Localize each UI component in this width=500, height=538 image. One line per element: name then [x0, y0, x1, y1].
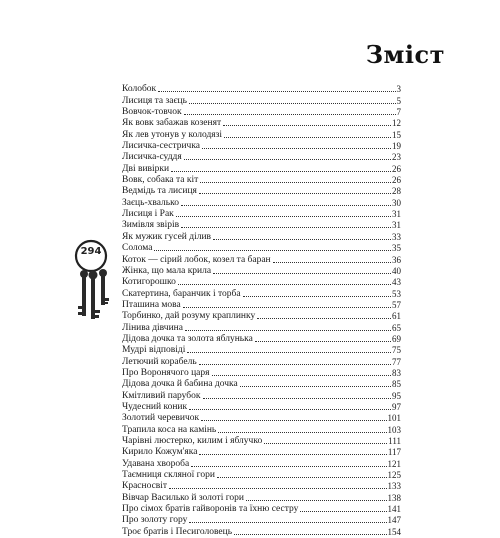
toc-entry: [122, 300, 401, 311]
toc-entry-page: 33: [392, 231, 401, 242]
toc-entry-title: Золотий черевичок: [122, 413, 200, 424]
toc-entry-title: Лисиця та заєць: [122, 95, 187, 106]
toc-entry: [122, 481, 401, 492]
toc-entry-page: 95: [392, 390, 401, 401]
toc-entry-title: Скатертина, баранчик і торба: [122, 288, 241, 299]
toc-entry-title: Зимівля звірів: [122, 220, 180, 231]
dot-leader: [300, 511, 386, 512]
toc-entry-page: 83: [392, 367, 401, 378]
dot-leader: [234, 534, 386, 535]
toc-entry-title: Торбинко, дай розуму краплинку: [122, 311, 256, 322]
dot-leader: [199, 364, 391, 365]
toc-entry-page: 111: [388, 436, 401, 446]
toc-entry: [122, 436, 401, 447]
dot-leader: [255, 341, 391, 342]
dot-leader: [176, 216, 391, 217]
toc-entry-page: 147: [387, 515, 401, 526]
toc-entry-page: 3: [396, 84, 401, 95]
toc-entry-page: 75: [392, 345, 401, 356]
toc-entry-page: 40: [392, 265, 401, 276]
toc-entry-title: Вовчок-товчок: [122, 107, 182, 118]
toc-entry: [122, 356, 401, 367]
toc-entry-page: 31: [392, 209, 401, 220]
toc-entry-page: 65: [392, 322, 401, 333]
page-number: 294: [80, 246, 102, 257]
toc-entry-title: Удавана хвороба: [122, 458, 190, 469]
toc-entry-page: 19: [392, 141, 401, 152]
toc-entry-title: Жінка, що мала крила: [122, 265, 212, 276]
toc-entry-title: Котигорошко: [122, 277, 176, 288]
toc-entry: [122, 175, 401, 186]
toc-entry: [122, 254, 401, 265]
dot-leader: [184, 114, 396, 115]
toc-entry-title: Лисичка-сестричка: [122, 141, 201, 152]
dot-leader: [200, 182, 391, 183]
toc-entry: [122, 220, 401, 231]
dot-leader: [240, 386, 391, 387]
toc-entry-title: Мудрі відповіді: [122, 345, 186, 356]
toc-entry-page: 26: [392, 175, 401, 186]
toc-entry: [122, 84, 401, 95]
dot-leader: [189, 103, 396, 104]
toc-entry: [122, 458, 401, 469]
toc-entry: [122, 163, 401, 174]
dot-leader: [212, 375, 391, 376]
dot-leader: [185, 330, 391, 331]
dot-leader: [213, 239, 391, 240]
toc-entry-title: Трапила коса на камінь: [122, 424, 217, 435]
dot-leader: [257, 318, 391, 319]
toc-entry-page: 5: [396, 95, 401, 106]
toc-entry-page: 117: [387, 447, 401, 458]
toc-entry-title: Колобок: [122, 84, 157, 95]
toc-entry-title: Пташина мова: [122, 299, 181, 310]
toc-entry-title: Лінива дівчина: [122, 322, 183, 333]
dot-leader: [158, 91, 395, 92]
toc-entry-title: Заєць-хвалько: [122, 197, 179, 208]
toc-entry: [122, 515, 401, 526]
toc-entry-title: Кмітливий парубок: [122, 390, 201, 401]
toc-entry: [122, 368, 401, 379]
dot-leader: [202, 148, 391, 149]
toc-entry: [122, 424, 401, 435]
toc-entry: [122, 129, 401, 140]
dot-leader: [218, 432, 386, 433]
toc-entry-page: 125: [387, 470, 401, 481]
dot-leader: [169, 488, 386, 489]
toc-entry-page: 43: [392, 277, 401, 288]
toc-entry: [122, 311, 401, 322]
dot-leader: [178, 284, 391, 285]
toc-entry-page: 121: [387, 458, 401, 469]
toc-entry-title: Дідова дочка й бабина дочка: [122, 379, 238, 390]
page-title: Зміст: [365, 40, 445, 69]
toc-entry-title: Про сімох братів гайворонів та їхню сестру: [122, 504, 299, 515]
toc-entry-title: Чарівні люстерко, килим і яблучко: [122, 436, 263, 446]
dot-leader: [203, 398, 391, 399]
dot-leader: [201, 420, 386, 421]
toc-entry: [122, 413, 401, 424]
dot-leader: [181, 227, 391, 228]
toc-entry: [122, 334, 401, 345]
toc-entry-page: 61: [392, 311, 401, 322]
toc-entry: [122, 402, 401, 413]
dot-leader: [213, 273, 391, 274]
dot-leader: [184, 159, 391, 160]
toc-entry: [122, 118, 401, 129]
toc-entry-title: Чудесний коник: [122, 401, 188, 412]
toc-entry: [122, 492, 401, 503]
toc-entry-page: 53: [392, 288, 401, 299]
dot-leader: [199, 454, 386, 455]
toc-entry-page: 133: [387, 481, 401, 492]
dot-leader: [187, 352, 391, 353]
toc-entry-title: Кирило Кожум'яка: [122, 447, 198, 458]
toc-entry: [122, 197, 401, 208]
toc-entry-page: 31: [392, 220, 401, 231]
toc-entry: [122, 504, 401, 515]
toc-entry-page: 12: [392, 118, 401, 129]
dot-leader: [217, 477, 387, 478]
toc-entry: [122, 390, 401, 401]
dot-leader: [264, 443, 387, 444]
toc-entry: [122, 266, 401, 277]
toc-entry-title: Ведмідь та лисиця: [122, 186, 197, 197]
dot-leader: [243, 296, 391, 297]
toc-entry-title: Троє братів і Песиголовець: [122, 526, 233, 537]
toc-entry: [122, 141, 401, 152]
toc-entry-page: 97: [392, 401, 401, 412]
toc-entry: [122, 447, 401, 458]
toc-entry-title: Дідова дочка та золота яблунька: [122, 333, 253, 344]
dot-leader: [181, 205, 391, 206]
toc-entry-title: Красносвіт: [122, 481, 168, 492]
toc-entry-title: Летючий корабель: [122, 356, 197, 367]
toc-entry-page: 30: [392, 197, 401, 208]
toc-entry-page: 101: [387, 413, 401, 424]
toc-entry: [122, 107, 401, 118]
toc-entry: [122, 345, 401, 356]
toc-entry: [122, 95, 401, 106]
toc-entry-page: 103: [387, 424, 401, 435]
toc-entry-page: 138: [387, 492, 401, 503]
toc-entry: [122, 526, 401, 537]
toc-entry-title: Про Воронячого царя: [122, 367, 210, 378]
toc-entry-page: 69: [392, 333, 401, 344]
toc-entry-page: 36: [392, 254, 401, 265]
toc-entry-page: 141: [387, 504, 401, 515]
toc-entry-page: 154: [387, 526, 401, 537]
toc-entry: [122, 243, 401, 254]
dot-leader: [199, 193, 391, 194]
toc-entry-title: Вівчар Василько й золоті гори: [122, 492, 244, 503]
toc-entry: [122, 322, 401, 333]
toc-entry: [122, 209, 401, 220]
toc-entry-title: Солома: [122, 243, 153, 254]
toc-entry-title: Дві вивірки: [122, 163, 170, 174]
toc-entry: [122, 288, 401, 299]
toc-entry: [122, 152, 401, 163]
toc-entry-page: 77: [392, 356, 401, 367]
toc-entry-title: Як вовк забажав козенят: [122, 118, 222, 129]
toc-entry-page: 35: [392, 243, 401, 254]
toc-entry-page: 15: [392, 129, 401, 140]
dot-leader: [224, 137, 391, 138]
dot-leader: [191, 466, 386, 467]
toc-entry-page: 26: [392, 163, 401, 174]
toc-entry-page: 57: [392, 299, 401, 310]
dot-leader: [189, 522, 386, 523]
toc-entry-page: 7: [396, 107, 401, 118]
toc-entry-page: 85: [392, 379, 401, 390]
dot-leader: [189, 409, 391, 410]
dot-leader: [273, 262, 391, 263]
toc-entry-title: Про золоту гору: [122, 515, 188, 526]
toc-entry: [122, 231, 401, 242]
toc-entry-title: Лисиця і Рак: [122, 209, 174, 220]
dot-leader: [154, 250, 391, 251]
toc-entry-page: 28: [392, 186, 401, 197]
dot-leader: [223, 125, 391, 126]
toc-entry-title: Таємниця скляної гори: [122, 470, 215, 481]
table-of-contents: [122, 84, 401, 538]
toc-entry-title: Лисичка-суддя: [122, 152, 182, 163]
dot-leader: [183, 307, 391, 308]
toc-entry: [122, 470, 401, 481]
toc-entry-title: Вовк, собака та кіт: [122, 175, 199, 186]
toc-entry: [122, 186, 401, 197]
toc-entry-title: Як лев утонув у колодязі: [122, 129, 223, 140]
toc-entry: [122, 379, 401, 390]
toc-entry-title: Коток — сірий лобок, козел та баран: [122, 254, 271, 265]
toc-entry-page: 23: [392, 152, 401, 163]
dot-leader: [171, 171, 391, 172]
toc-entry-title: Як мужик гусей ділив: [122, 231, 212, 242]
toc-entry: [122, 277, 401, 288]
